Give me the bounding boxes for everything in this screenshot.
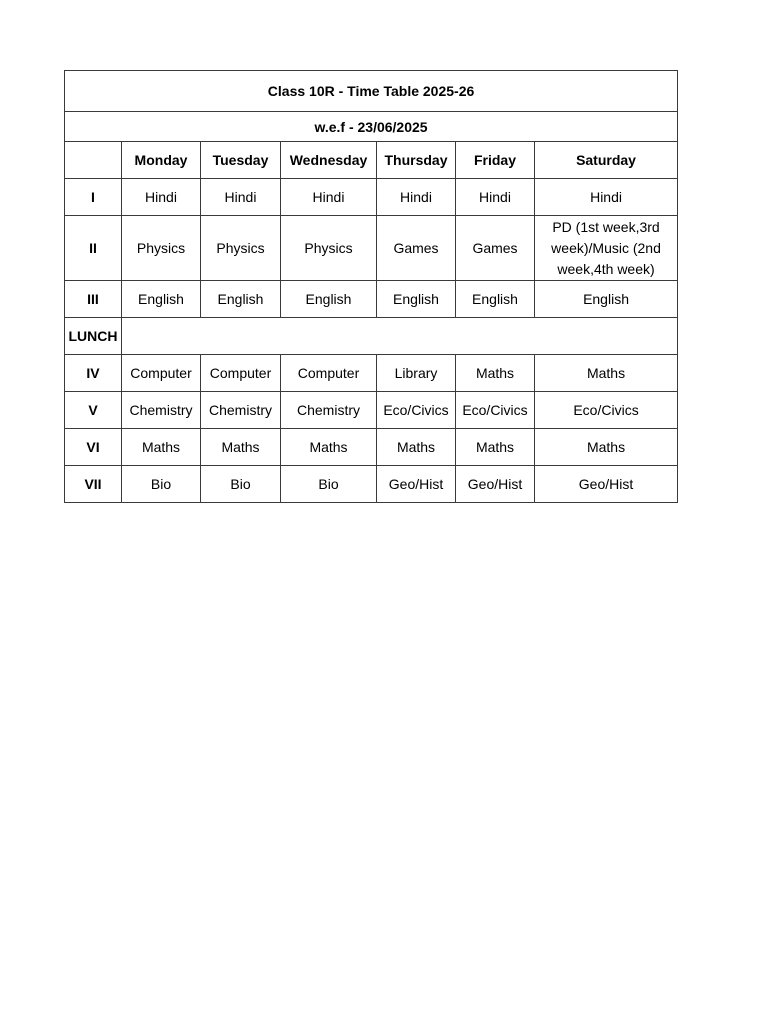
lunch-span-cell <box>122 318 678 355</box>
day-header-monday: Monday <box>122 142 201 179</box>
subject-cell: Hindi <box>201 179 281 216</box>
subject-cell: Bio <box>281 466 377 503</box>
subject-cell: Physics <box>281 216 377 281</box>
lunch-row <box>65 318 678 355</box>
subject-cell: PD (1st week,3rd week)/Music (2nd week,4th week) <box>535 216 678 281</box>
period-label: VII <box>65 466 122 503</box>
subject-cell: Maths <box>456 429 535 466</box>
period-row-iii <box>65 281 678 318</box>
subject-cell: Library <box>377 355 456 392</box>
period-row-v <box>65 392 678 429</box>
day-header-tuesday: Tuesday <box>201 142 281 179</box>
day-header-row <box>65 142 678 179</box>
period-label: V <box>65 392 122 429</box>
subject-cell: Eco/Civics <box>535 392 678 429</box>
subject-cell: Chemistry <box>281 392 377 429</box>
period-label: IV <box>65 355 122 392</box>
subject-cell: Eco/Civics <box>377 392 456 429</box>
subject-cell: Physics <box>201 216 281 281</box>
period-row-vi <box>65 429 678 466</box>
effective-date: w.e.f - 23/06/2025 <box>65 112 678 142</box>
subject-cell: Geo/Hist <box>377 466 456 503</box>
subject-cell: Games <box>377 216 456 281</box>
day-header-saturday: Saturday <box>535 142 678 179</box>
timetable-sheet <box>64 70 678 503</box>
subject-cell: Chemistry <box>201 392 281 429</box>
timetable <box>64 70 678 503</box>
subject-cell: Bio <box>122 466 201 503</box>
subject-cell: English <box>535 281 678 318</box>
period-row-vii <box>65 466 678 503</box>
subject-cell: English <box>201 281 281 318</box>
period-row-i <box>65 179 678 216</box>
subject-cell: Maths <box>535 355 678 392</box>
subject-cell: English <box>377 281 456 318</box>
subject-cell: Hindi <box>377 179 456 216</box>
subject-cell: English <box>122 281 201 318</box>
period-label: III <box>65 281 122 318</box>
timetable-title: Class 10R - Time Table 2025-26 <box>65 71 678 112</box>
subject-cell: Eco/Civics <box>456 392 535 429</box>
subject-cell: Chemistry <box>122 392 201 429</box>
subject-cell: Maths <box>281 429 377 466</box>
title-row <box>65 71 678 112</box>
subject-cell: Computer <box>122 355 201 392</box>
subject-cell: Maths <box>201 429 281 466</box>
subject-cell: English <box>281 281 377 318</box>
day-header-friday: Friday <box>456 142 535 179</box>
subject-cell: Computer <box>201 355 281 392</box>
subject-cell: Maths <box>535 429 678 466</box>
corner-cell <box>65 142 122 179</box>
subject-cell: Hindi <box>535 179 678 216</box>
subject-cell: Maths <box>377 429 456 466</box>
subject-cell: Geo/Hist <box>535 466 678 503</box>
period-label: VI <box>65 429 122 466</box>
day-header-wednesday: Wednesday <box>281 142 377 179</box>
effective-date-row <box>65 112 678 142</box>
period-label: I <box>65 179 122 216</box>
subject-cell: Hindi <box>456 179 535 216</box>
period-label: II <box>65 216 122 281</box>
subject-cell: Maths <box>122 429 201 466</box>
subject-cell: English <box>456 281 535 318</box>
subject-cell: Bio <box>201 466 281 503</box>
lunch-label: LUNCH <box>65 318 122 355</box>
subject-cell: Geo/Hist <box>456 466 535 503</box>
subject-cell: Hindi <box>281 179 377 216</box>
subject-cell: Maths <box>456 355 535 392</box>
subject-cell: Physics <box>122 216 201 281</box>
subject-cell: Games <box>456 216 535 281</box>
period-row-ii <box>65 216 678 281</box>
subject-cell: Hindi <box>122 179 201 216</box>
subject-cell: Computer <box>281 355 377 392</box>
period-row-iv <box>65 355 678 392</box>
day-header-thursday: Thursday <box>377 142 456 179</box>
